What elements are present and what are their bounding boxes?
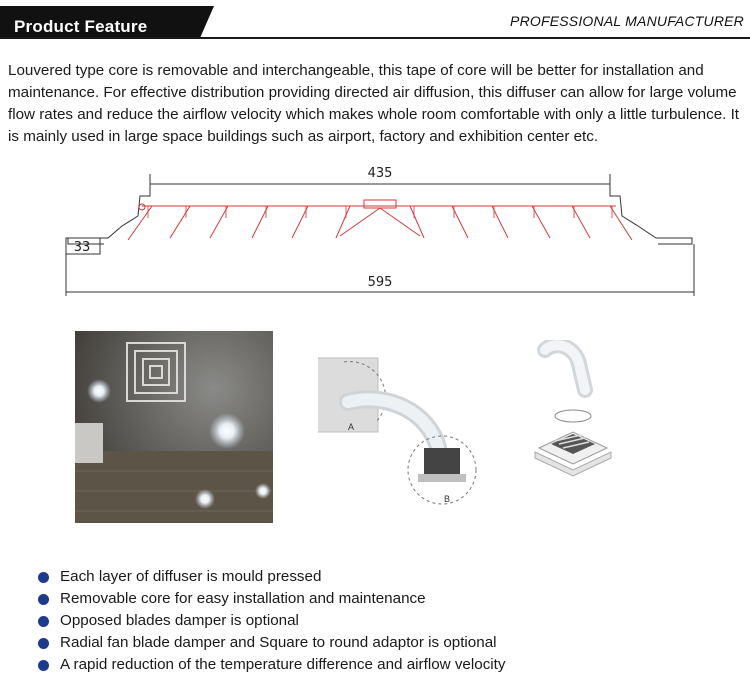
bullet-icon (38, 572, 49, 583)
list-item: Removable core for easy installation and maintenance (38, 588, 505, 610)
dimension-33: 33 (73, 240, 91, 255)
list-item: Opposed blades damper is optional (38, 610, 505, 632)
bullet-icon (38, 638, 49, 649)
list-item: Radial fan blade damper and Square to round adaptor is optional (38, 632, 505, 654)
bullet-icon (38, 594, 49, 605)
bullet-icon (38, 660, 49, 671)
product-description: Louvered type core is removable and interchangeable, this tape of core will be better for installation and maintenance. For effective distribution providing directed air diffusion, this diffuser can allow for large volume flow rates and reduce the airflow velocity which makes whole room comfortable with only a little turbulence. It is mainly used in large space buildings such as airport, factory and exhibition center etc. (8, 62, 740, 145)
header-tagline: PROFESSIONAL MANUFACTURER (510, 13, 744, 29)
diffuser-section-drawing (60, 160, 700, 300)
bullet-icon (38, 616, 49, 627)
dimension-595: 595 (367, 275, 393, 290)
section-title: Product Feature (14, 17, 148, 36)
square-to-round-adaptor-illustration (525, 340, 620, 480)
header-divider (0, 37, 750, 39)
duct-connection-illustration (318, 352, 488, 512)
feature-list (38, 566, 505, 676)
section-header-tab (0, 6, 214, 38)
list-item: Each layer of diffuser is mould pressed (38, 566, 505, 588)
list-item: A rapid reduction of the temperature difference and airflow velocity (38, 654, 505, 676)
ceiling-installation-photo (75, 331, 273, 523)
label-b: B (444, 494, 451, 504)
dimension-435: 435 (367, 166, 393, 181)
label-a: A (348, 422, 355, 432)
